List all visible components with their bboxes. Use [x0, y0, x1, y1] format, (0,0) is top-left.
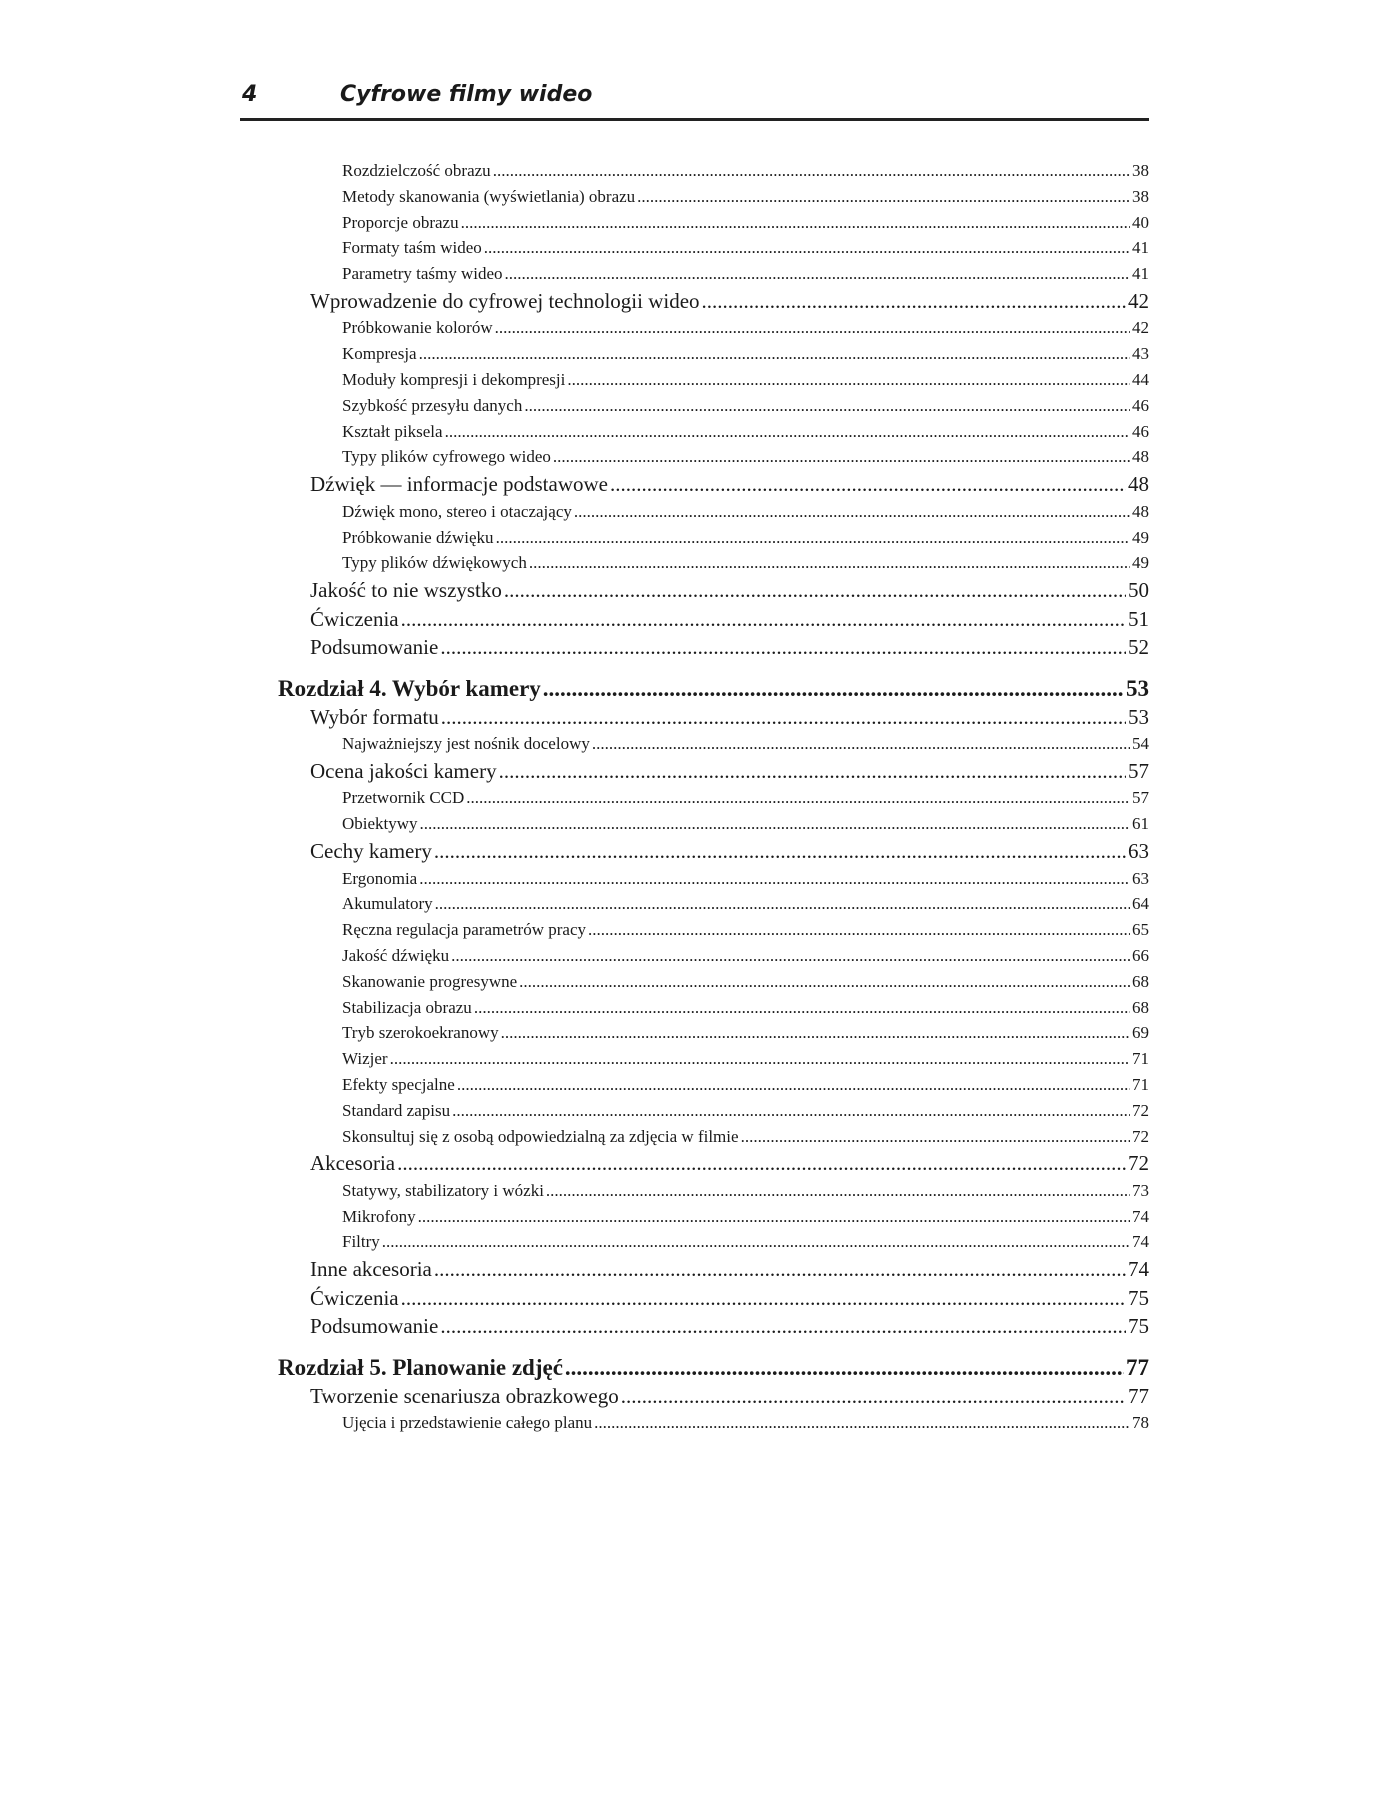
toc-entry-title: Typy plików dźwiękowych: [342, 553, 527, 573]
toc-entry-page: 63: [1128, 839, 1149, 864]
toc-entry-title: Moduły kompresji i dekompresji: [342, 370, 566, 390]
toc-entry-title: Obiektywy: [342, 814, 418, 834]
toc-entry-page: 71: [1132, 1049, 1149, 1069]
toc-leader-dots: [474, 995, 1130, 1021]
toc-subsection-entry: [240, 785, 1149, 811]
toc-entry-title: Ergonomia: [342, 868, 418, 888]
toc-leader-dots: [390, 1046, 1130, 1072]
toc-entry-title: Statywy, stabilizatory i wózki: [342, 1180, 544, 1200]
toc-leader-dots: [382, 1229, 1130, 1255]
toc-leader-dots: [434, 1255, 1126, 1284]
toc-subsection-entry: [240, 943, 1149, 969]
toc-subsection-entry: [240, 995, 1149, 1021]
toc-entry-page: 53: [1128, 704, 1149, 729]
toc-leader-dots: [445, 419, 1130, 445]
toc-leader-dots: [493, 158, 1130, 184]
toc-chapter-entry: [240, 674, 1149, 703]
toc-subsection-entry: [240, 499, 1149, 525]
toc-entry-title: Akumulatory: [342, 894, 433, 914]
toc-entry-page: 61: [1132, 814, 1149, 834]
toc-entry-page: 48: [1132, 501, 1149, 521]
toc-leader-dots: [401, 605, 1126, 634]
toc-entry-page: 49: [1132, 527, 1149, 547]
toc-entry-page: 65: [1132, 920, 1149, 940]
toc-section-entry: [240, 1255, 1149, 1284]
toc-subsection-entry: [240, 1178, 1149, 1204]
toc-entry-title: Filtry: [342, 1232, 380, 1252]
toc-entry-title: Przetwornik CCD: [342, 788, 465, 808]
toc-entry-title: Metody skanowania (wyświetlania) obrazu: [342, 186, 636, 206]
toc-entry-page: 77: [1126, 1354, 1149, 1380]
toc-leader-dots: [434, 837, 1126, 866]
toc-subsection-entry: [240, 891, 1149, 917]
toc-subsection-entry: [240, 1229, 1149, 1255]
toc-leader-dots: [440, 1312, 1126, 1341]
toc-entry-page: 38: [1132, 186, 1149, 206]
toc-leader-dots: [401, 1284, 1126, 1313]
toc-entry-title: Wprowadzenie do cyfrowej technologii wideo: [310, 288, 700, 313]
toc-leader-dots: [441, 703, 1126, 732]
toc-entry-title: Najważniejszy jest nośnik docelowy: [342, 734, 590, 754]
toc-section-entry: [240, 1284, 1149, 1313]
toc-leader-dots: [504, 576, 1126, 605]
toc-entry-title: Ćwiczenia: [310, 606, 399, 631]
toc-entry-title: Kompresja: [342, 344, 417, 364]
toc-entry-title: Cechy kamery: [310, 839, 432, 864]
toc-leader-dots: [543, 674, 1124, 703]
toc-section-entry: [240, 576, 1149, 605]
toc-entry-page: 41: [1132, 238, 1149, 258]
toc-entry-page: 41: [1132, 264, 1149, 284]
book-title: Cyfrowe filmy wideo: [340, 82, 593, 107]
toc-subsection-entry: [240, 1410, 1149, 1436]
toc-leader-dots: [546, 1178, 1130, 1204]
toc-subsection-entry: [240, 341, 1149, 367]
toc-entry-title: Jakość dźwięku: [342, 945, 450, 965]
toc-section-entry: [240, 605, 1149, 634]
page-number: 4: [242, 82, 258, 107]
toc-section-entry: [240, 470, 1149, 499]
toc-section-entry: [240, 837, 1149, 866]
toc-entry-title: Rozdział 4. Wybór kamery: [278, 675, 541, 701]
toc-entry-title: Dźwięk — informacje podstawowe: [310, 472, 608, 497]
toc-leader-dots: [505, 261, 1130, 287]
toc-entry-title: Formaty taśm wideo: [342, 238, 482, 258]
toc-subsection-entry: [240, 1204, 1149, 1230]
toc-entry-title: Typy plików cyfrowego wideo: [342, 447, 551, 467]
toc-subsection-entry: [240, 1046, 1149, 1072]
toc-entry-title: Tryb szerokoekranowy: [342, 1023, 499, 1043]
toc-entry-title: Podsumowanie: [310, 635, 439, 660]
toc-entry-page: 75: [1128, 1285, 1149, 1310]
toc-section-entry: [240, 703, 1149, 732]
toc-leader-dots: [452, 1098, 1130, 1124]
toc-entry-page: 50: [1128, 578, 1149, 603]
toc-leader-dots: [594, 1410, 1130, 1436]
toc-subsection-entry: [240, 969, 1149, 995]
toc-leader-dots: [419, 866, 1130, 892]
toc-leader-dots: [501, 1020, 1130, 1046]
toc-entry-page: 38: [1132, 161, 1149, 180]
toc-leader-dots: [451, 943, 1130, 969]
toc-subsection-entry: [240, 393, 1149, 419]
toc-subsection-entry: [240, 158, 1149, 184]
toc-subsection-entry: [240, 444, 1149, 470]
toc-subsection-entry: [240, 1098, 1149, 1124]
toc-entry-title: Próbkowanie dźwięku: [342, 527, 494, 547]
toc-entry-title: Rozdział 5. Planowanie zdjęć: [278, 1354, 563, 1380]
toc-entry-page: 69: [1132, 1023, 1149, 1043]
toc-subsection-entry: [240, 1020, 1149, 1046]
toc-leader-dots: [592, 731, 1130, 757]
toc-entry-title: Szybkość przesyłu danych: [342, 395, 523, 415]
toc-subsection-entry: [240, 525, 1149, 551]
toc-entry-page: 49: [1132, 553, 1149, 573]
toc-leader-dots: [457, 1072, 1130, 1098]
toc-leader-dots: [435, 891, 1130, 917]
toc-subsection-entry: [240, 866, 1149, 892]
toc-entry-title: Efekty specjalne: [342, 1074, 455, 1094]
toc-leader-dots: [466, 785, 1130, 811]
toc-subsection-entry: [240, 811, 1149, 837]
toc-entry-page: 40: [1132, 212, 1149, 232]
toc-entry-title: Proporcje obrazu: [342, 212, 459, 232]
toc-leader-dots: [519, 969, 1130, 995]
toc-leader-dots: [621, 1382, 1126, 1411]
toc-entry-title: Dźwięk mono, stereo i otaczający: [342, 501, 572, 521]
toc-entry-page: 63: [1132, 868, 1149, 888]
toc-leader-dots: [741, 1124, 1130, 1150]
toc-entry-page: 42: [1128, 288, 1149, 313]
toc-entry-page: 51: [1128, 606, 1149, 631]
toc-subsection-entry: [240, 210, 1149, 236]
toc-leader-dots: [553, 444, 1130, 470]
toc-entry-title: Kształt piksela: [342, 421, 443, 441]
toc-entry-page: 46: [1132, 395, 1149, 415]
toc-leader-dots: [637, 184, 1130, 210]
toc-entry-title: Standard zapisu: [342, 1100, 451, 1120]
toc-leader-dots: [565, 1353, 1124, 1382]
toc-entry-title: Inne akcesoria: [310, 1257, 432, 1282]
toc-subsection-entry: [240, 917, 1149, 943]
toc-leader-dots: [496, 525, 1130, 551]
toc-entry-page: 43: [1132, 344, 1149, 364]
toc-section-entry: [240, 1149, 1149, 1178]
toc-leader-dots: [524, 393, 1130, 419]
toc-entry-title: Podsumowanie: [310, 1314, 439, 1339]
toc-entry-title: Ujęcia i przedstawienie całego planu: [342, 1413, 593, 1433]
toc-entry-title: Stabilizacja obrazu: [342, 997, 472, 1017]
toc-entry-title: Ćwiczenia: [310, 1285, 399, 1310]
toc-entry-page: 72: [1128, 1151, 1149, 1176]
toc-subsection-entry: [240, 550, 1149, 576]
toc-entry-page: 44: [1132, 370, 1149, 390]
toc-entry-page: 68: [1132, 971, 1149, 991]
toc-entry-page: 74: [1132, 1206, 1149, 1226]
toc-subsection-entry: [240, 1072, 1149, 1098]
toc-entry-title: Rozdzielczość obrazu: [342, 161, 491, 180]
toc-entry-title: Mikrofony: [342, 1206, 416, 1226]
toc-section-entry: [240, 1382, 1149, 1411]
toc-entry-title: Tworzenie scenariusza obrazkowego: [310, 1383, 619, 1408]
toc-section-entry: [240, 757, 1149, 786]
toc-leader-dots: [610, 470, 1126, 499]
toc-entry-page: 66: [1132, 945, 1149, 965]
toc-entry-page: 68: [1132, 997, 1149, 1017]
toc-chapter-entry: [240, 1353, 1149, 1382]
toc-leader-dots: [567, 367, 1130, 393]
toc-leader-dots: [418, 1204, 1130, 1230]
toc-leader-dots: [574, 499, 1130, 525]
toc-subsection-entry: [240, 1124, 1149, 1150]
toc-entry-page: 77: [1128, 1383, 1149, 1408]
toc-entry-title: Skonsultuj się z osobą odpowiedzialną za zdjęcia w filmie: [342, 1126, 739, 1146]
toc-entry-page: 74: [1128, 1257, 1149, 1282]
toc-leader-dots: [499, 757, 1126, 786]
toc-entry-title: Wybór formatu: [310, 704, 439, 729]
toc-leader-dots: [495, 315, 1130, 341]
toc-entry-title: Skanowanie progresywne: [342, 971, 518, 991]
toc-section-entry: [240, 1312, 1149, 1341]
toc-entry-page: 52: [1128, 635, 1149, 660]
page-header: [240, 82, 1149, 121]
toc-entry-page: 74: [1132, 1232, 1149, 1252]
toc-entry-title: Próbkowanie kolorów: [342, 318, 493, 338]
toc-leader-dots: [484, 235, 1130, 261]
toc-entry-page: 73: [1132, 1180, 1149, 1200]
toc-leader-dots: [397, 1149, 1126, 1178]
toc-leader-dots: [529, 550, 1130, 576]
toc-entry-title: Akcesoria: [310, 1151, 396, 1176]
toc-subsection-entry: [240, 235, 1149, 261]
toc-entry-page: 57: [1132, 788, 1149, 808]
toc-entry-title: Wizjer: [342, 1049, 388, 1069]
toc-subsection-entry: [240, 184, 1149, 210]
toc-leader-dots: [588, 917, 1130, 943]
toc-subsection-entry: [240, 261, 1149, 287]
toc-leader-dots: [440, 633, 1126, 662]
table-of-contents: [240, 158, 1149, 1436]
toc-entry-title: Parametry taśmy wideo: [342, 264, 503, 284]
toc-leader-dots: [461, 210, 1130, 236]
toc-entry-page: 64: [1132, 894, 1149, 914]
toc-leader-dots: [702, 287, 1126, 316]
toc-subsection-entry: [240, 731, 1149, 757]
toc-entry-title: Ręczna regulacja parametrów pracy: [342, 920, 586, 940]
toc-entry-title: Ocena jakości kamery: [310, 758, 497, 783]
toc-entry-page: 54: [1132, 734, 1149, 754]
toc-subsection-entry: [240, 367, 1149, 393]
toc-entry-page: 57: [1128, 758, 1149, 783]
toc-section-entry: [240, 287, 1149, 316]
toc-leader-dots: [419, 341, 1130, 367]
toc-entry-page: 78: [1132, 1413, 1149, 1433]
toc-entry-page: 48: [1132, 447, 1149, 467]
toc-section-entry: [240, 633, 1149, 662]
toc-subsection-entry: [240, 419, 1149, 445]
toc-entry-page: 71: [1132, 1074, 1149, 1094]
toc-subsection-entry: [240, 315, 1149, 341]
toc-entry-page: 53: [1126, 675, 1149, 701]
toc-entry-page: 72: [1132, 1126, 1149, 1146]
toc-entry-page: 48: [1128, 472, 1149, 497]
toc-leader-dots: [420, 811, 1130, 837]
toc-entry-page: 75: [1128, 1314, 1149, 1339]
toc-entry-page: 72: [1132, 1100, 1149, 1120]
toc-entry-page: 46: [1132, 421, 1149, 441]
toc-entry-title: Jakość to nie wszystko: [310, 578, 502, 603]
toc-entry-page: 42: [1132, 318, 1149, 338]
